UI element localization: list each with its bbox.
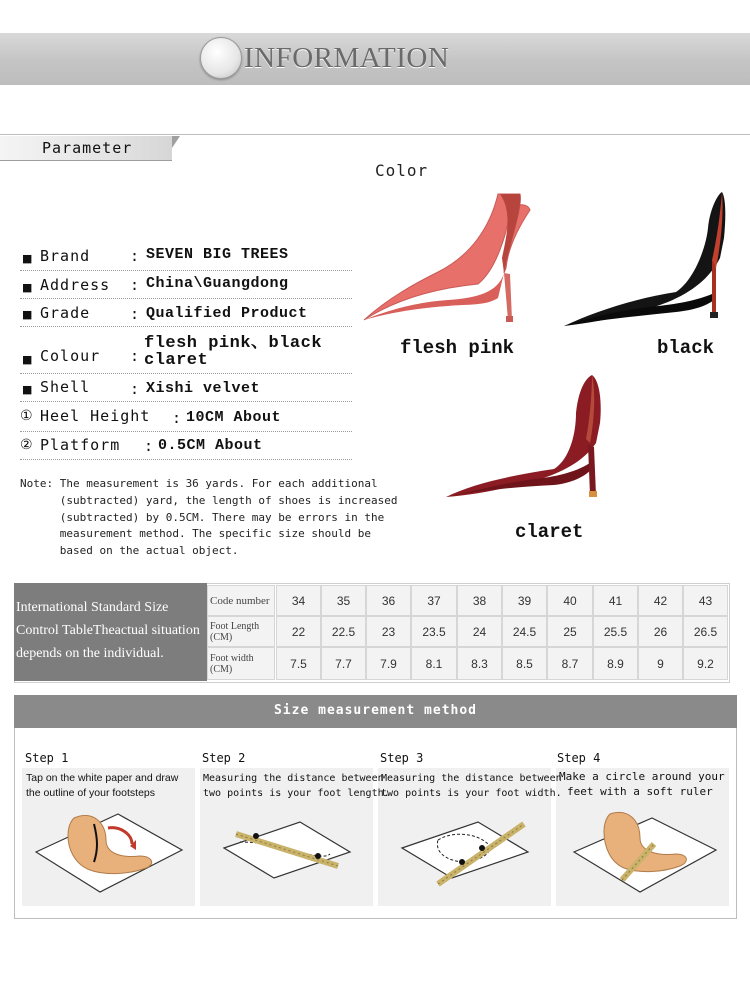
size-cell: 9 [638, 647, 683, 680]
param-name: Platform [40, 436, 121, 454]
size-cell: 22 [276, 616, 321, 647]
color-label-claret: claret [515, 521, 584, 543]
param-colon: : [130, 305, 140, 323]
param-colon: : [130, 276, 140, 294]
param-value: 0.5CM About [158, 437, 263, 454]
step-2-illustration [200, 800, 373, 904]
caption-line: International Standard Size [16, 600, 169, 615]
size-cell: 8.5 [502, 647, 547, 680]
param-colon: : [172, 409, 182, 427]
param-value: China\Guangdong [146, 275, 289, 292]
tab-corner-icon [172, 136, 180, 148]
param-name: Address [40, 276, 111, 294]
color-label-black: black [657, 337, 715, 359]
size-cell: 24 [457, 616, 502, 647]
size-cell: 25 [547, 616, 593, 647]
param-name: Shell [40, 378, 91, 396]
color-label-flesh-pink: flesh pink [400, 337, 515, 359]
step-text-line: feet with a soft ruler [567, 785, 713, 798]
shoe-images [358, 188, 730, 328]
size-cell: 7.9 [366, 647, 411, 680]
step-4-illustration [556, 800, 729, 904]
param-row-heel-height [20, 406, 352, 432]
param-value: Qualified Product [146, 305, 308, 322]
param-name: Brand [40, 247, 91, 265]
size-cell: 42 [638, 585, 683, 616]
param-colon: : [130, 380, 140, 398]
shoe-claret-image [444, 373, 612, 499]
size-cell: 9.2 [683, 647, 728, 680]
row-header-code-number: Code number [207, 585, 275, 616]
step-text-line: two points is your foot length. [203, 788, 390, 799]
size-cell: 35 [321, 585, 366, 616]
shoe-black-image [564, 192, 725, 326]
header-circle-icon [200, 37, 242, 79]
param-colon: : [144, 437, 154, 455]
size-cell: 24.5 [502, 616, 547, 647]
size-cell: 39 [502, 585, 547, 616]
measurement-note: Note: The measurement is 36 yards. For each additional (subtracted) yard, the length of shoes is increased (subtracted) by 0.5CM. There may be errors in the measurement method. The specific size should be based on the actual object. [20, 477, 398, 558]
param-value: flesh pink、black [144, 334, 323, 353]
circled-two-icon: ② [20, 437, 33, 453]
row-header-foot-length: Foot Length (CM) [207, 616, 275, 647]
size-cell: 34 [276, 585, 321, 616]
size-cell: 43 [683, 585, 728, 616]
size-cell: 23 [366, 616, 411, 647]
size-cell: 26 [638, 616, 683, 647]
size-cell: 40 [547, 585, 593, 616]
circled-one-icon: ① [20, 408, 33, 424]
size-table-caption [16, 596, 206, 665]
size-cell: 22.5 [321, 616, 366, 647]
method-title: Size measurement method [273, 703, 477, 718]
step-text-line: Tap on the white paper and draw [26, 772, 179, 784]
step-3-illustration [378, 800, 551, 904]
size-cell: 7.5 [276, 647, 321, 680]
step-text-line: Make a circle around your [559, 770, 725, 783]
section-divider [0, 134, 750, 135]
param-row-address [20, 274, 352, 299]
step-1-text [26, 771, 178, 801]
header-title: INFORMATION [244, 42, 450, 74]
step-text-line: the outline of your footsteps [26, 787, 155, 799]
size-cell: 8.1 [411, 647, 457, 680]
size-cell: 37 [411, 585, 457, 616]
step-2-heading: Step 2 [202, 751, 246, 765]
caption-line: Control TableTheactual situation [16, 623, 200, 638]
param-row-brand [20, 244, 352, 271]
param-colon: : [130, 347, 140, 365]
size-cell: 38 [457, 585, 502, 616]
bullet-icon: ■ [22, 353, 33, 366]
param-value: SEVEN BIG TREES [146, 246, 289, 263]
step-1-heading: Step 1 [25, 751, 69, 765]
param-colon: : [130, 247, 140, 265]
size-cell: 41 [593, 585, 638, 616]
row-header-foot-width: Foot width (CM) [207, 647, 275, 680]
size-cell: 8.3 [457, 647, 502, 680]
step-text-line: Measuring the distance between [203, 773, 384, 784]
bullet-icon: ■ [22, 252, 33, 265]
param-row-shell [20, 377, 352, 402]
size-cell: 8.7 [547, 647, 593, 680]
param-row-colour [20, 327, 352, 374]
size-cell: 36 [366, 585, 411, 616]
size-cell: 8.9 [593, 647, 638, 680]
step-3-heading: Step 3 [380, 751, 424, 765]
param-value: claret [144, 351, 209, 370]
size-cell: 23.5 [411, 616, 457, 647]
step-4-text [559, 769, 725, 799]
size-cell: 7.7 [321, 647, 366, 680]
color-title: Color [375, 161, 429, 180]
param-row-grade [20, 303, 352, 327]
step-3-text [381, 771, 562, 801]
param-name: Grade [40, 304, 91, 322]
param-value: 10CM About [186, 409, 282, 426]
bullet-icon: ■ [22, 308, 33, 321]
step-4-heading: Step 4 [557, 751, 601, 765]
step-text-line: two points is your foot width. [381, 788, 562, 799]
step-text-line: Measuring the distance between [381, 773, 562, 784]
shoe-flesh-pink-image [364, 194, 530, 322]
param-value: Xishi velvet [146, 380, 261, 397]
param-name: Colour [40, 347, 101, 365]
parameter-tab-label: Parameter [42, 139, 133, 157]
step-2-text [203, 771, 390, 801]
bullet-icon: ■ [22, 281, 33, 294]
size-cell: 26.5 [683, 616, 728, 647]
bullet-icon: ■ [22, 383, 33, 396]
param-row-platform [20, 435, 352, 460]
step-1-illustration [22, 800, 195, 904]
size-cell: 25.5 [593, 616, 638, 647]
param-name: Heel Height [40, 407, 151, 425]
caption-line: depends on the individual. [16, 646, 164, 661]
